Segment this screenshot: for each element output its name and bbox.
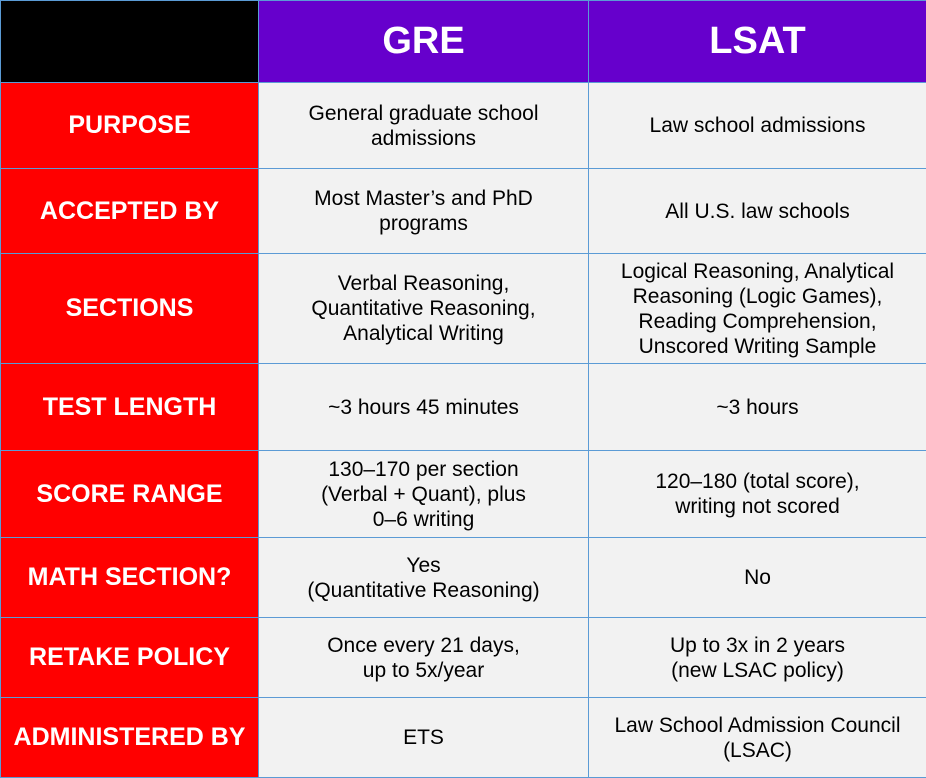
- gre-cell: General graduate school admissions: [259, 83, 589, 169]
- row-label: ACCEPTED BY: [1, 169, 259, 254]
- lsat-cell: Logical Reasoning, Analytical Reasoning (Logic Games), Reading Comprehension, Unscored Writing Sample: [589, 254, 926, 364]
- row-label: MATH SECTION?: [1, 538, 259, 618]
- row-label: RETAKE POLICY: [1, 618, 259, 698]
- row-label: TEST LENGTH: [1, 364, 259, 451]
- lsat-cell: No: [589, 538, 926, 618]
- lsat-cell: Law school admissions: [589, 83, 926, 169]
- gre-cell: ~3 hours 45 minutes: [259, 364, 589, 451]
- header-row: [1, 1, 926, 83]
- row-label: PURPOSE: [1, 83, 259, 169]
- table-row: [1, 169, 926, 254]
- header-lsat: LSAT: [589, 1, 926, 83]
- lsat-cell: Law School Admission Council (LSAC): [589, 698, 926, 778]
- table-row: [1, 254, 926, 364]
- table-row: [1, 538, 926, 618]
- lsat-cell: All U.S. law schools: [589, 169, 926, 254]
- lsat-cell: 120–180 (total score), writing not scored: [589, 451, 926, 538]
- gre-cell: 130–170 per section (Verbal + Quant), plus 0–6 writing: [259, 451, 589, 538]
- row-label: SCORE RANGE: [1, 451, 259, 538]
- gre-cell: ETS: [259, 698, 589, 778]
- row-label: ADMINISTERED BY: [1, 698, 259, 778]
- lsat-cell: ~3 hours: [589, 364, 926, 451]
- header-gre: GRE: [259, 1, 589, 83]
- corner-cell: [1, 1, 259, 83]
- gre-cell: Most Master’s and PhD programs: [259, 169, 589, 254]
- table-row: [1, 83, 926, 169]
- gre-cell: Verbal Reasoning, Quantitative Reasoning, Analytical Writing: [259, 254, 589, 364]
- table-row: [1, 451, 926, 538]
- table-row: [1, 364, 926, 451]
- gre-cell: Yes (Quantitative Reasoning): [259, 538, 589, 618]
- row-label: SECTIONS: [1, 254, 259, 364]
- gre-cell: Once every 21 days, up to 5x/year: [259, 618, 589, 698]
- table-row: [1, 698, 926, 778]
- table-row: [1, 618, 926, 698]
- lsat-cell: Up to 3x in 2 years (new LSAC policy): [589, 618, 926, 698]
